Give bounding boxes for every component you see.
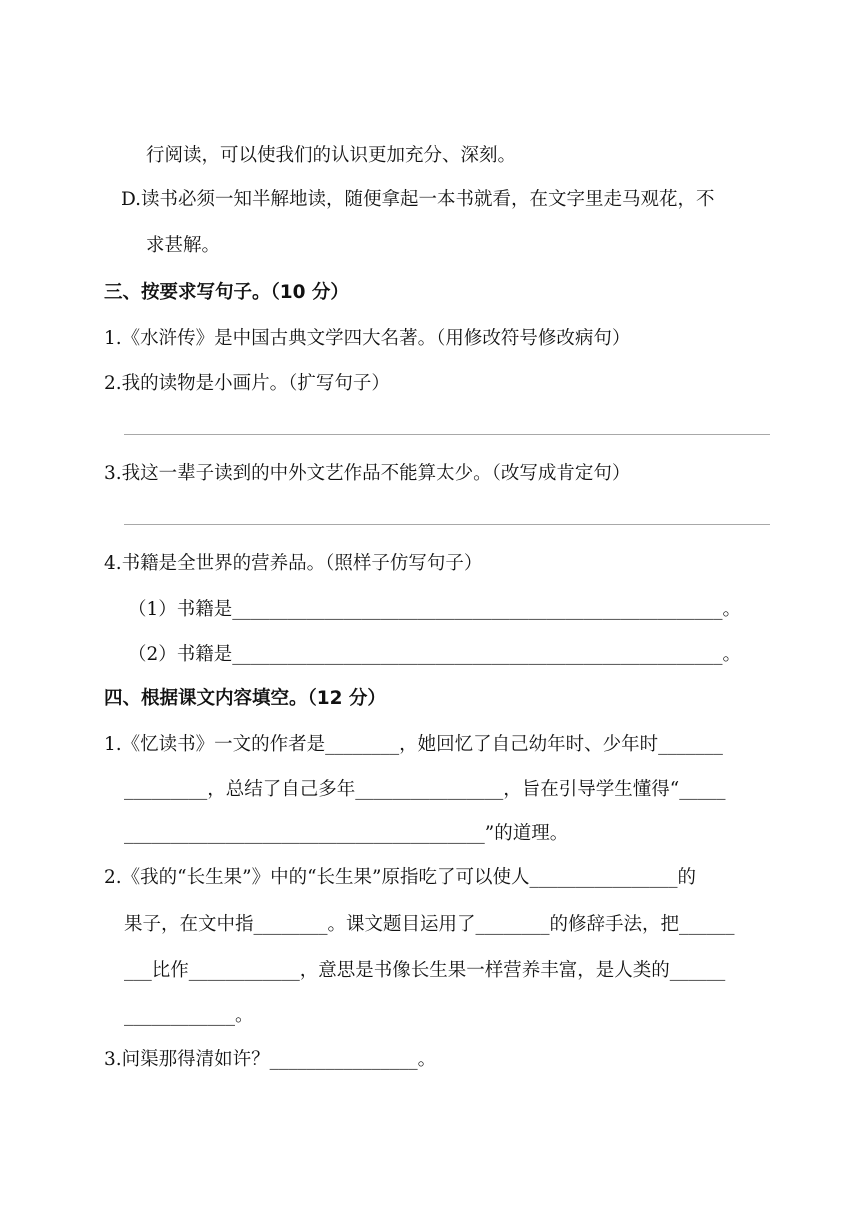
section3-q4: 4.书籍是全世界的营养品。（照样子仿写句子） <box>104 553 483 574</box>
section4-q3[interactable]: 3.问渠那得清如许？________________。 <box>104 1049 437 1070</box>
section4-q1-line3[interactable]: _______________________________________”的道理。 <box>124 823 569 844</box>
section3-q1: 1.《水浒传》是中国古典文学四大名著。（用修改符号修改病句） <box>104 328 631 349</box>
section3-heading: 三、按要求写句子。（10 分） <box>104 282 349 303</box>
section3-q2: 2.我的读物是小画片。（扩写句子） <box>104 373 390 394</box>
section4-q1-line2[interactable]: _________，总结了自己多年________________，旨在引导学生懂得“_____ <box>124 779 726 800</box>
option-d-line1: D.读书必须一知半解地读，随便拿起一本书就看，在文字里走马观花，不 <box>121 189 715 210</box>
section3-q3: 3.我这一辈子读到的中外文艺作品不能算太少。（改写成肯定句） <box>104 463 631 484</box>
section4-q2-line4[interactable]: ____________。 <box>124 1005 254 1026</box>
section4-q2-line1[interactable]: 2.《我的“长生果”》中的“长生果”原指吃了可以使人________________的 <box>104 867 696 888</box>
section4-q2-line2[interactable]: 果子，在文中指________。课文题目运用了________的修辞手法，把______ <box>124 914 735 935</box>
option-c-continuation: 行阅读，可以使我们的认识更加充分、深刻。 <box>146 145 517 166</box>
section4-q1-line1[interactable]: 1.《忆读书》一文的作者是________，她回忆了自己幼年时、少年时_______ <box>104 734 723 755</box>
answer-line-q2[interactable] <box>124 434 770 435</box>
answer-line-q3[interactable] <box>124 524 770 525</box>
section4-q2-line3[interactable]: ___比作____________，意思是书像长生果一样营养丰富，是人类的______ <box>124 960 726 981</box>
option-d-line2: 求甚解。 <box>146 235 221 256</box>
section3-q4-item1[interactable]: （1）书籍是_____________________________________________________。 <box>128 599 742 620</box>
section3-q4-item2[interactable]: （2）书籍是_____________________________________________________。 <box>128 644 742 665</box>
section4-heading: 四、根据课文内容填空。（12 分） <box>104 688 386 709</box>
